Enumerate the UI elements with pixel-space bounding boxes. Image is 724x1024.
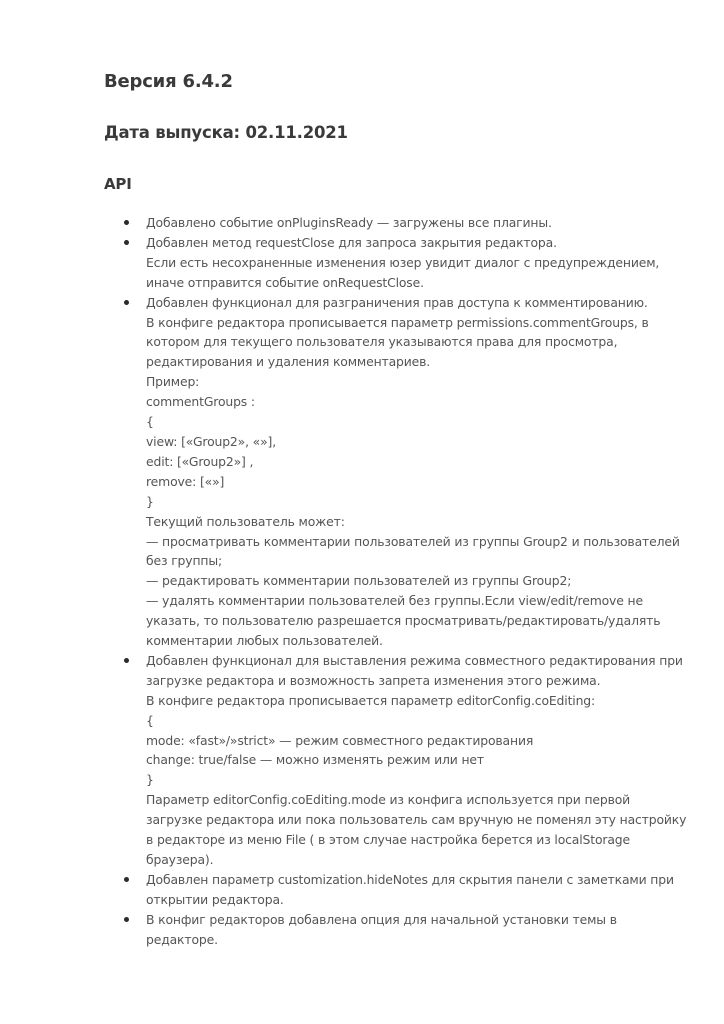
api-section-heading: API [104,175,132,193]
code-line: } [146,493,154,509]
item-text: браузера). [146,852,214,867]
item-text: загрузке редактора или пока пользователь сам вручную не поменял эту настройку [146,812,687,828]
item-text: Добавлен функционал для выставления режима совместного редактирования при [146,652,683,668]
item-text: котором для текущего пользователя указываются права для просмотра, [146,334,618,350]
item-text: — редактировать комментарии пользователей из группы Group2; [146,573,572,589]
item-text: загрузке редактора и возможность запрета изменения этого режима. [146,672,601,688]
item-text: Добавлен метод requestClose для запроса закрытия редактора. [146,234,557,250]
item-text: Добавлено событие onPluginsReady — загружены все плагины. [146,215,552,230]
item-text: Добавлен параметр customization.hideNotes для скрытия панели с заметками при [146,871,674,887]
list-item [146,651,686,870]
bullet-icon [124,658,129,663]
list-item [146,233,686,293]
list-item [146,293,686,651]
bullet-icon [124,917,129,922]
bullet-icon [124,220,129,225]
item-text: редактирования и удаления комментариев. [146,354,431,370]
code-line: mode: «fast»/»strict» — режим совместного редактирования [146,732,534,748]
bullet-icon [124,240,129,245]
code-line: edit: [«Group2»] , [146,453,254,469]
list-item [146,213,686,233]
item-text: — удалять комментарии пользователей без группы.Если view/edit/remove не [146,593,643,609]
list-item [146,870,686,910]
code-line: commentGroups : [146,394,255,410]
item-text: без группы; [146,553,223,569]
item-text: В конфиге редактора прописывается параметр permissions.commentGroups, в [146,314,649,330]
item-text: комментарии любых пользователей. [146,633,383,649]
bullet-icon [124,877,129,882]
item-text: В конфиг редакторов добавлена опция для начальной установки темы в [146,911,617,927]
item-text: указать, то пользователю разрешается просматривать/редактировать/удалять [146,613,661,629]
list-item [146,910,686,950]
item-text: — просматривать комментарии пользователей из группы Group2 и пользователей [146,533,680,549]
item-text: иначе отправится событие onRequestClose. [146,274,424,290]
code-line: { [146,712,154,728]
item-text: Параметр editorConfig.coEditing.mode из конфига используется при первой [146,792,631,808]
item-text: Текущий пользователь может: [146,513,345,529]
bullet-icon [124,300,129,305]
item-text: редакторе. [146,931,218,947]
item-text: в редакторе из меню File ( в этом случае настройка берется из localStorage [146,832,630,848]
code-line: remove: [«»] [146,473,225,489]
code-line: view: [«Group2», «»], [146,433,277,449]
item-text: открытии редактора. [146,891,284,907]
changes-list [146,213,686,950]
version-heading: Версия 6.4.2 [104,71,233,92]
item-text: В конфиге редактора прописывается параметр editorConfig.coEditing: [146,692,596,708]
code-line: } [146,772,154,788]
item-text: Если есть несохраненные изменения юзер увидит диалог с предупреждением, [146,254,660,270]
code-line: change: true/false — можно изменять режим или нет [146,752,484,768]
release-date-heading: Дата выпуска: 02.11.2021 [104,123,348,142]
code-line: { [146,414,154,430]
example-label: Пример: [146,374,200,390]
item-text: Добавлен функционал для разграничения прав доступа к комментированию. [146,294,648,310]
